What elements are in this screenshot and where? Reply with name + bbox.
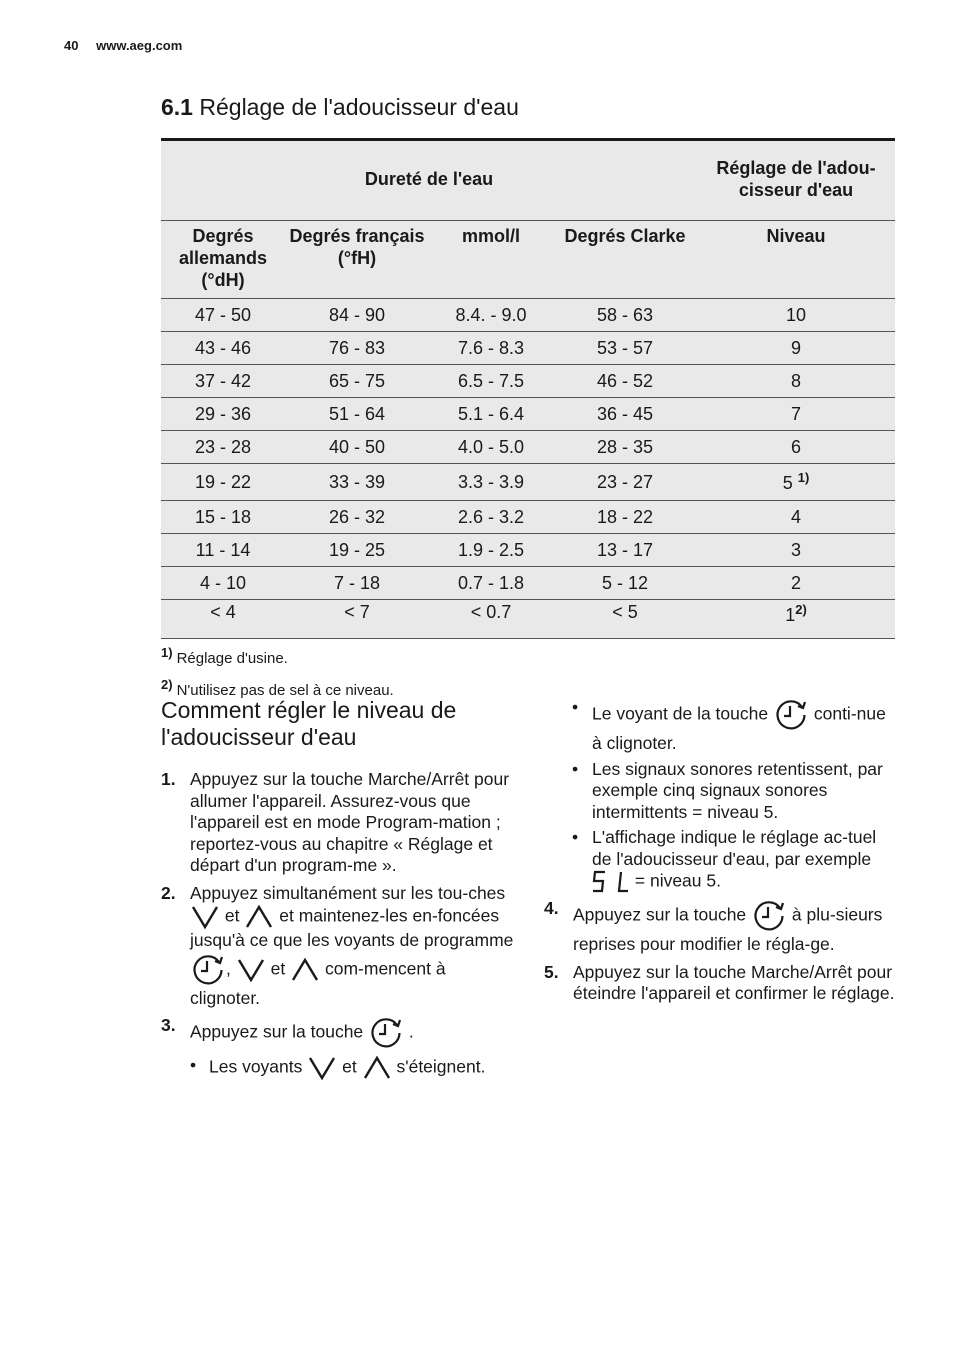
table-row xyxy=(161,600,895,639)
footnote-ref: 1) xyxy=(797,470,810,485)
step-number: 3. xyxy=(161,1015,176,1035)
bullet-dot: • xyxy=(572,758,579,779)
col-header-fh: Degrés français (°fH) xyxy=(285,221,429,299)
step-text: et maintenez-les en-foncées jusqu'à ce que les voyants de programme xyxy=(190,905,514,950)
instructions-right-column xyxy=(544,697,899,1011)
step-text: . xyxy=(408,1021,414,1042)
footnote-mark: 2) xyxy=(161,677,173,692)
cell-mmol: 1.9 - 2.5 xyxy=(429,534,553,567)
cell-level xyxy=(697,398,895,431)
step-3 xyxy=(161,1015,516,1081)
bullet-text: = niveau 5. xyxy=(634,870,721,891)
cell-clarke: 5 - 12 xyxy=(553,567,697,600)
level-value: 3 xyxy=(790,539,801,560)
level-value: 7 xyxy=(790,403,801,424)
bullet-dot: • xyxy=(572,697,579,717)
table-row xyxy=(161,398,895,431)
step-text: à plu-sieurs reprises pour modifier le régla-ge. xyxy=(573,904,883,954)
cell-level xyxy=(697,534,895,567)
step-text: et xyxy=(270,958,286,979)
cell-dh: 4 - 10 xyxy=(161,567,285,600)
chevron-up-icon xyxy=(362,1055,392,1081)
instructions-left-column xyxy=(161,697,516,1087)
bullet xyxy=(190,1055,516,1081)
step-1 xyxy=(161,769,516,877)
cell-fh: 76 - 83 xyxy=(285,332,429,365)
chevron-down-icon xyxy=(190,904,220,930)
cell-fh: 26 - 32 xyxy=(285,501,429,534)
col-header-mmol: mmol/l xyxy=(429,221,553,299)
section-number: 6.1 xyxy=(161,94,193,120)
footnote-mark: 1) xyxy=(161,645,173,660)
cell-fh: 19 - 25 xyxy=(285,534,429,567)
cell-level xyxy=(697,567,895,600)
cell-dh: 47 - 50 xyxy=(161,299,285,332)
level-value: 2 xyxy=(790,572,801,593)
cell-dh: 15 - 18 xyxy=(161,501,285,534)
footnote-text: Réglage d'usine. xyxy=(176,650,288,667)
bullet-dot: • xyxy=(572,827,579,847)
step-4 xyxy=(544,898,899,956)
chevron-up-icon xyxy=(290,957,320,983)
step-text: Appuyez sur la touche xyxy=(190,1021,364,1042)
step-number: 2. xyxy=(161,882,176,903)
bullet xyxy=(544,827,899,894)
cell-dh: < 4 xyxy=(161,600,285,639)
step-text: Appuyez sur la touche Marche/Arrêt pour allumer l'appareil. Assurez-vous que l'appareil est en mode Program-mation ; reportez-vous au chapitre « Réglage et départ d'un program-me ». xyxy=(190,769,510,875)
footnote xyxy=(161,640,394,672)
bullet xyxy=(544,697,899,755)
cell-dh: 29 - 36 xyxy=(161,398,285,431)
chevron-up-icon xyxy=(244,904,274,930)
group-header-setting-text: Réglage de l'adou-cisseur d'eau xyxy=(716,158,876,200)
cell-mmol: 6.5 - 7.5 xyxy=(429,365,553,398)
section-title xyxy=(161,94,519,121)
howto-title: Comment régler le niveau de l'adoucisseur d'eau xyxy=(161,697,457,750)
cell-fh: 33 - 39 xyxy=(285,464,429,501)
bullet-text: Les voyants xyxy=(209,1056,303,1077)
table-row xyxy=(161,501,895,534)
section-title-text: Réglage de l'adoucisseur d'eau xyxy=(199,94,519,120)
cell-dh: 19 - 22 xyxy=(161,464,285,501)
cell-level xyxy=(697,332,895,365)
level-value: 6 xyxy=(790,436,801,457)
bullet-text: L'affichage indique le réglage ac-tuel de l'adoucisseur d'eau, par exemple xyxy=(592,827,877,869)
group-header-setting xyxy=(697,140,895,221)
bullet-text: Les signaux sonores retentissent, par exemple cinq signaux sonores intermittents = niveau 5. xyxy=(592,758,883,822)
program-clock-icon xyxy=(751,898,787,934)
cell-dh: 37 - 42 xyxy=(161,365,285,398)
chevron-down-icon xyxy=(307,1055,337,1081)
group-header-hardness: Dureté de l'eau xyxy=(161,140,697,221)
page-header xyxy=(64,38,182,53)
table-row xyxy=(161,431,895,464)
website: www.aeg.com xyxy=(96,38,183,53)
bullet-text: s'éteignent. xyxy=(396,1056,486,1077)
step-2 xyxy=(161,883,516,1010)
display-segment-icon xyxy=(592,870,630,894)
cell-level xyxy=(697,600,895,639)
cell-dh: 23 - 28 xyxy=(161,431,285,464)
cell-level xyxy=(697,431,895,464)
footnote-text: N'utilisez pas de sel à ce niveau. xyxy=(176,682,394,699)
step-text: , xyxy=(226,958,231,979)
level-value: 10 xyxy=(785,304,807,325)
step-text: Appuyez simultanément sur les tou-ches xyxy=(190,882,506,903)
cell-mmol: 8.4. - 9.0 xyxy=(429,299,553,332)
step-text: com-mencent à clignoter. xyxy=(190,958,446,1008)
bullet-text: et xyxy=(342,1056,357,1077)
page-number: 40 xyxy=(64,38,79,53)
chevron-down-icon xyxy=(236,957,266,983)
cell-dh: 43 - 46 xyxy=(161,332,285,365)
col-header-clarke: Degrés Clarke xyxy=(553,221,697,299)
bullet xyxy=(544,759,899,824)
step-text: Appuyez sur la touche Marche/Arrêt pour éteindre l'appareil et confirmer le réglage. xyxy=(573,961,895,1003)
step-text: Appuyez sur la touche xyxy=(573,904,747,925)
bullet-text: conti-nue à clignoter. xyxy=(592,703,886,753)
cell-mmol: 0.7 - 1.8 xyxy=(429,567,553,600)
cell-clarke: 28 - 35 xyxy=(553,431,697,464)
level-value: 4 xyxy=(790,506,801,527)
cell-fh: 84 - 90 xyxy=(285,299,429,332)
cell-level xyxy=(697,365,895,398)
cell-mmol: 2.6 - 3.2 xyxy=(429,501,553,534)
table-row xyxy=(161,567,895,600)
bullet-dot: • xyxy=(190,1055,197,1075)
step-number: 4. xyxy=(544,898,559,918)
program-clock-icon xyxy=(368,1015,404,1051)
cell-level xyxy=(697,464,895,501)
cell-mmol: 4.0 - 5.0 xyxy=(429,431,553,464)
cell-fh: < 7 xyxy=(285,600,429,639)
cell-fh: 65 - 75 xyxy=(285,365,429,398)
col-header-level: Niveau xyxy=(697,221,895,299)
step-number: 1. xyxy=(161,769,176,789)
program-clock-icon xyxy=(190,952,226,988)
step-number: 5. xyxy=(544,961,559,982)
cell-clarke: 36 - 45 xyxy=(553,398,697,431)
table-row xyxy=(161,365,895,398)
footnotes xyxy=(161,640,394,704)
table-row xyxy=(161,464,895,501)
level-value: 8 xyxy=(790,370,801,391)
bullet-text: Le voyant de la touche xyxy=(592,703,769,724)
level-value: 5 xyxy=(782,473,793,493)
cell-clarke: 13 - 17 xyxy=(553,534,697,567)
cell-fh: 7 - 18 xyxy=(285,567,429,600)
cell-mmol: 3.3 - 3.9 xyxy=(429,464,553,501)
col-header-dh: Degrés allemands (°dH) xyxy=(161,221,285,299)
cell-dh: 11 - 14 xyxy=(161,534,285,567)
cell-fh: 40 - 50 xyxy=(285,431,429,464)
cell-fh: 51 - 64 xyxy=(285,398,429,431)
table-row xyxy=(161,534,895,567)
cell-clarke: < 5 xyxy=(553,600,697,639)
level-value: 1 xyxy=(785,605,796,625)
cell-clarke: 53 - 57 xyxy=(553,332,697,365)
hardness-table xyxy=(161,138,895,639)
cell-clarke: 23 - 27 xyxy=(553,464,697,501)
program-clock-icon xyxy=(773,697,809,733)
cell-clarke: 58 - 63 xyxy=(553,299,697,332)
footnote-ref: 2) xyxy=(795,602,807,617)
table-row xyxy=(161,299,895,332)
table-row xyxy=(161,332,895,365)
cell-mmol: 7.6 - 8.3 xyxy=(429,332,553,365)
step-5 xyxy=(544,962,899,1005)
cell-clarke: 46 - 52 xyxy=(553,365,697,398)
cell-mmol: < 0.7 xyxy=(429,600,553,639)
step-text: et xyxy=(224,905,240,926)
cell-clarke: 18 - 22 xyxy=(553,501,697,534)
cell-level xyxy=(697,299,895,332)
cell-mmol: 5.1 - 6.4 xyxy=(429,398,553,431)
cell-level xyxy=(697,501,895,534)
level-value: 9 xyxy=(790,337,801,358)
